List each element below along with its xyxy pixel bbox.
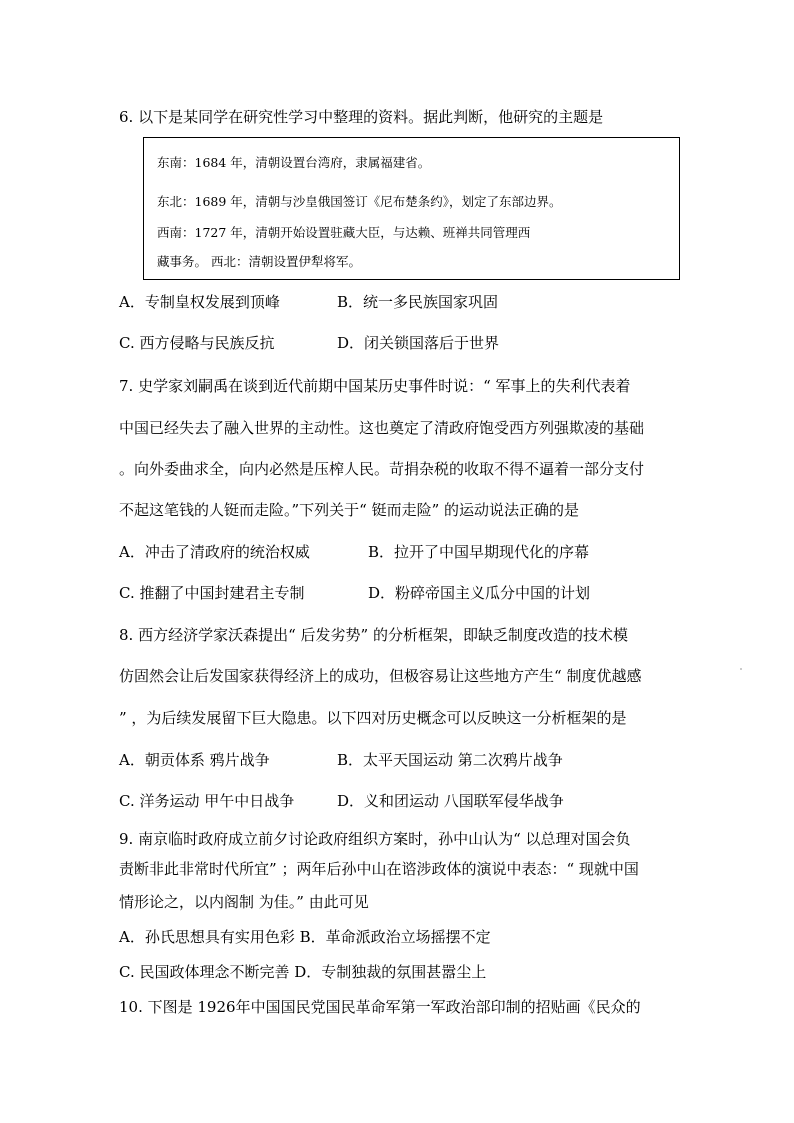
- q7-option-d: D．粉碎帝国主义瓜分中国的计划: [368, 584, 591, 602]
- q8-option-c: C. 洋务运动 甲午中日战争: [119, 792, 295, 810]
- q6-material-line: 东南：1684 年，清朝设置台湾府，隶属福建省。: [157, 155, 431, 170]
- q7-option-a: A．冲击了清政府的统治权威: [119, 543, 310, 561]
- q9-line: 9. 南京临时政府成立前夕讨论政府组织方案时，孙中山认为“ 以总理对国会负: [119, 830, 631, 848]
- q7-line: 不起这笔钱的人铤而走险。”下列关于“ 铤而走险” 的运动说法正确的是: [119, 501, 580, 519]
- q6-option-d: D．闭关锁国落后于世界: [337, 334, 500, 352]
- q8-option-a: A．朝贡体系 鸦片战争: [119, 751, 270, 769]
- q6-option-a: A．专制皇权发展到顶峰: [119, 293, 280, 311]
- q6-material-line: 藏事务。 西北：清朝设置伊犁将军。: [157, 254, 361, 269]
- q7-option-c: C. 推翻了中国封建君主专制: [119, 584, 305, 602]
- scan-speck: [740, 668, 742, 670]
- q10-line: 10. 下图是 1926年中国国民党国民革命军第一军政治部印制的招贴画《民众的: [119, 998, 641, 1016]
- q6-material-line: 东北：1689 年，清朝与沙皇俄国签订《尼布楚条约》，划定了东部边界。: [157, 194, 562, 209]
- q6-option-b: B．统一多民族国家巩固: [337, 293, 499, 311]
- q8-option-d: D．义和团运动 八国联军侵华战争: [337, 792, 564, 810]
- q9-options-ab: A．孙氏思想具有实用色彩 B．革命派政治立场摇摆不定: [119, 928, 491, 946]
- q9-line: 情形论之，以内阁制 为佳。” 由此可见: [119, 893, 369, 911]
- q8-option-b: B．太平天国运动 第二次鸦片战争: [337, 751, 563, 769]
- q7-line: 7. 史学家刘嗣禹在谈到近代前期中国某历史事件时说：“ 军事上的失利代表着: [119, 377, 631, 395]
- q7-line: 。向外委曲求全，向内必然是压榨人民。苛捐杂税的收取不得不逼着一部分支付: [119, 460, 645, 478]
- q9-options-cd: C. 民国政体理念不断完善 D．专制独裁的氛围甚嚣尘上: [119, 963, 487, 981]
- q6-material-box: [143, 137, 680, 280]
- q8-line: ” ，为后续发展留下巨大隐患。以下四对历史概念可以反映这一分析框架的是: [119, 709, 627, 727]
- q8-line: 8. 西方经济学家沃森提出“ 后发劣势” 的分析框架，即缺乏制度改造的技术模: [119, 626, 628, 644]
- q6-stem: 6. 以下是某同学在研究性学习中整理的资料。据此判断，他研究的主题是: [119, 108, 604, 126]
- q6-option-c: C. 西方侵略与民族反抗: [119, 334, 275, 352]
- q8-line: 仿固然会让后发国家获得经济上的成功，但极容易让这些地方产生“ 制度优越感: [119, 667, 642, 685]
- q9-line: 责断非此非常时代所宜” ；两年后孙中山在谘涉政体的演说中表态：“ 现就中国: [119, 860, 639, 878]
- q7-line: 中国已经失去了融入世界的主动性。这也奠定了清政府饱受西方列强欺凌的基础: [119, 419, 645, 437]
- q7-option-b: B．拉开了中国早期现代化的序幕: [368, 543, 590, 561]
- q6-material-line: 西南：1727 年，清朝开始设置驻藏大臣，与达赖、班禅共同管理西: [157, 225, 531, 240]
